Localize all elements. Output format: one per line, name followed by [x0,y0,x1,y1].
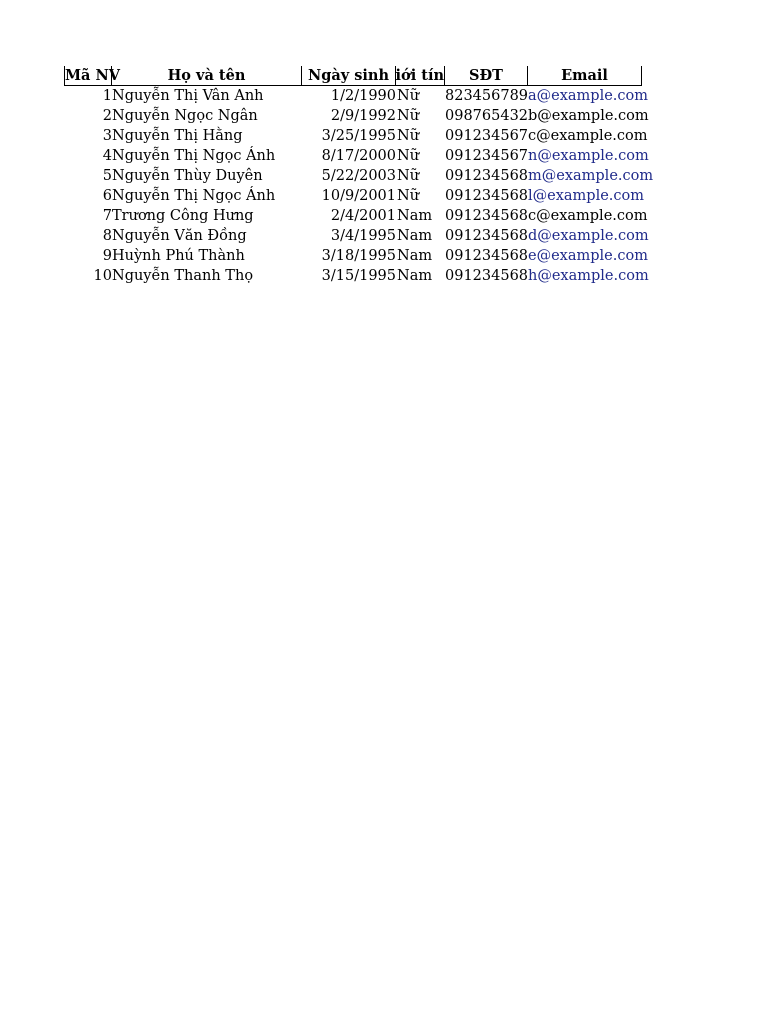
phone-cell[interactable]: 823456789 [445,88,529,104]
phone-cell[interactable]: 091234568 [445,248,529,264]
table-header-row [64,66,642,86]
employee-id-cell[interactable]: 10 [93,268,112,284]
gender-cell[interactable]: Nữ [397,128,420,144]
gender-cell[interactable]: Nữ [397,168,420,184]
gender-cell[interactable]: Nữ [397,148,420,164]
full-name-cell[interactable]: Nguyễn Ngọc Ngân [112,108,258,124]
birth-date-cell[interactable]: 3/15/1995 [321,268,396,284]
employee-id-cell[interactable]: 8 [102,228,112,244]
gender-cell[interactable]: Nam [397,208,433,224]
full-name-cell[interactable]: Nguyễn Thùy Duyên [112,168,263,184]
full-name-cell[interactable]: Nguyễn Thị Vân Anh [112,88,264,104]
phone-cell[interactable]: 091234568 [445,208,529,224]
header-employee-id[interactable]: Mã NV [65,67,120,84]
birth-date-cell[interactable]: 2/9/1992 [330,108,396,124]
header-phone[interactable]: SĐT [445,66,528,86]
phone-cell[interactable]: 091234568 [445,268,529,284]
birth-date-cell[interactable]: 8/17/2000 [321,148,396,164]
phone-cell[interactable]: 091234568 [445,228,529,244]
email-cell[interactable]: n@example.com [528,148,649,164]
email-cell[interactable]: e@example.com [528,248,648,264]
employee-id-cell[interactable]: 2 [102,108,112,124]
gender-cell[interactable]: Nữ [397,88,420,104]
email-cell[interactable]: h@example.com [528,268,649,284]
gender-cell[interactable]: Nữ [397,108,420,124]
full-name-cell[interactable]: Trương Công Hưng [112,208,254,224]
table-row [64,266,649,286]
table-row [64,186,642,206]
birth-date-cell[interactable]: 3/25/1995 [321,128,396,144]
gender-cell[interactable]: Nam [397,228,433,244]
email-cell[interactable]: c@example.com [528,208,648,224]
table-row [64,106,649,126]
table-row [64,206,648,226]
birth-date-cell[interactable]: 10/9/2001 [321,188,396,204]
full-name-cell[interactable]: Nguyễn Thị Ngọc Ánh [112,188,276,204]
table-row [64,166,654,186]
email-cell[interactable]: c@example.com [528,128,648,144]
email-cell[interactable]: d@example.com [528,228,649,244]
birth-date-cell[interactable]: 1/2/1990 [330,88,396,104]
gender-cell[interactable]: Nam [397,268,433,284]
employee-id-cell[interactable]: 6 [102,188,112,204]
full-name-cell[interactable]: Nguyễn Thị Hằng [112,128,243,144]
table-row [64,86,649,106]
phone-cell[interactable]: 091234568 [445,188,529,204]
table-row [64,226,649,246]
header-email[interactable]: Email [528,66,642,86]
employee-id-cell[interactable]: 3 [102,128,112,144]
birth-date-cell[interactable]: 2/4/2001 [330,208,396,224]
gender-cell[interactable]: Nam [397,248,433,264]
gender-cell[interactable]: Nữ [397,188,420,204]
table-body [64,86,654,286]
email-cell[interactable]: b@example.com [528,108,649,124]
employee-id-cell[interactable]: 4 [102,148,112,164]
full-name-cell[interactable]: Nguyễn Thị Ngọc Ánh [112,148,276,164]
employee-id-cell[interactable]: 7 [102,208,112,224]
employee-id-cell[interactable]: 5 [102,168,112,184]
table-row [64,246,648,266]
full-name-cell[interactable]: Huỳnh Phú Thành [112,248,245,264]
full-name-cell[interactable]: Nguyễn Thanh Thọ [112,268,254,284]
email-cell[interactable]: a@example.com [528,88,649,104]
phone-cell[interactable]: 091234567 [445,128,529,144]
header-birth-date[interactable]: Ngày sinh [302,66,396,86]
birth-date-cell[interactable]: 5/22/2003 [321,168,396,184]
header-full-name[interactable]: Họ và tên [112,66,302,86]
employee-id-cell[interactable]: 1 [102,88,112,104]
birth-date-cell[interactable]: 3/18/1995 [321,248,396,264]
birth-date-cell[interactable]: 3/4/1995 [330,228,396,244]
table-row [64,126,648,146]
header-gender[interactable]: iới tín [395,67,444,84]
employee-id-cell[interactable]: 9 [102,248,112,264]
phone-cell[interactable]: 098765432 [445,108,529,124]
email-cell[interactable]: l@example.com [528,188,644,204]
full-name-cell[interactable]: Nguyễn Văn Đồng [112,228,247,244]
phone-cell[interactable]: 091234568 [445,168,529,184]
email-cell[interactable]: m@example.com [528,168,654,184]
employee-table [64,66,654,286]
table-row [64,146,649,166]
phone-cell[interactable]: 091234567 [445,148,529,164]
